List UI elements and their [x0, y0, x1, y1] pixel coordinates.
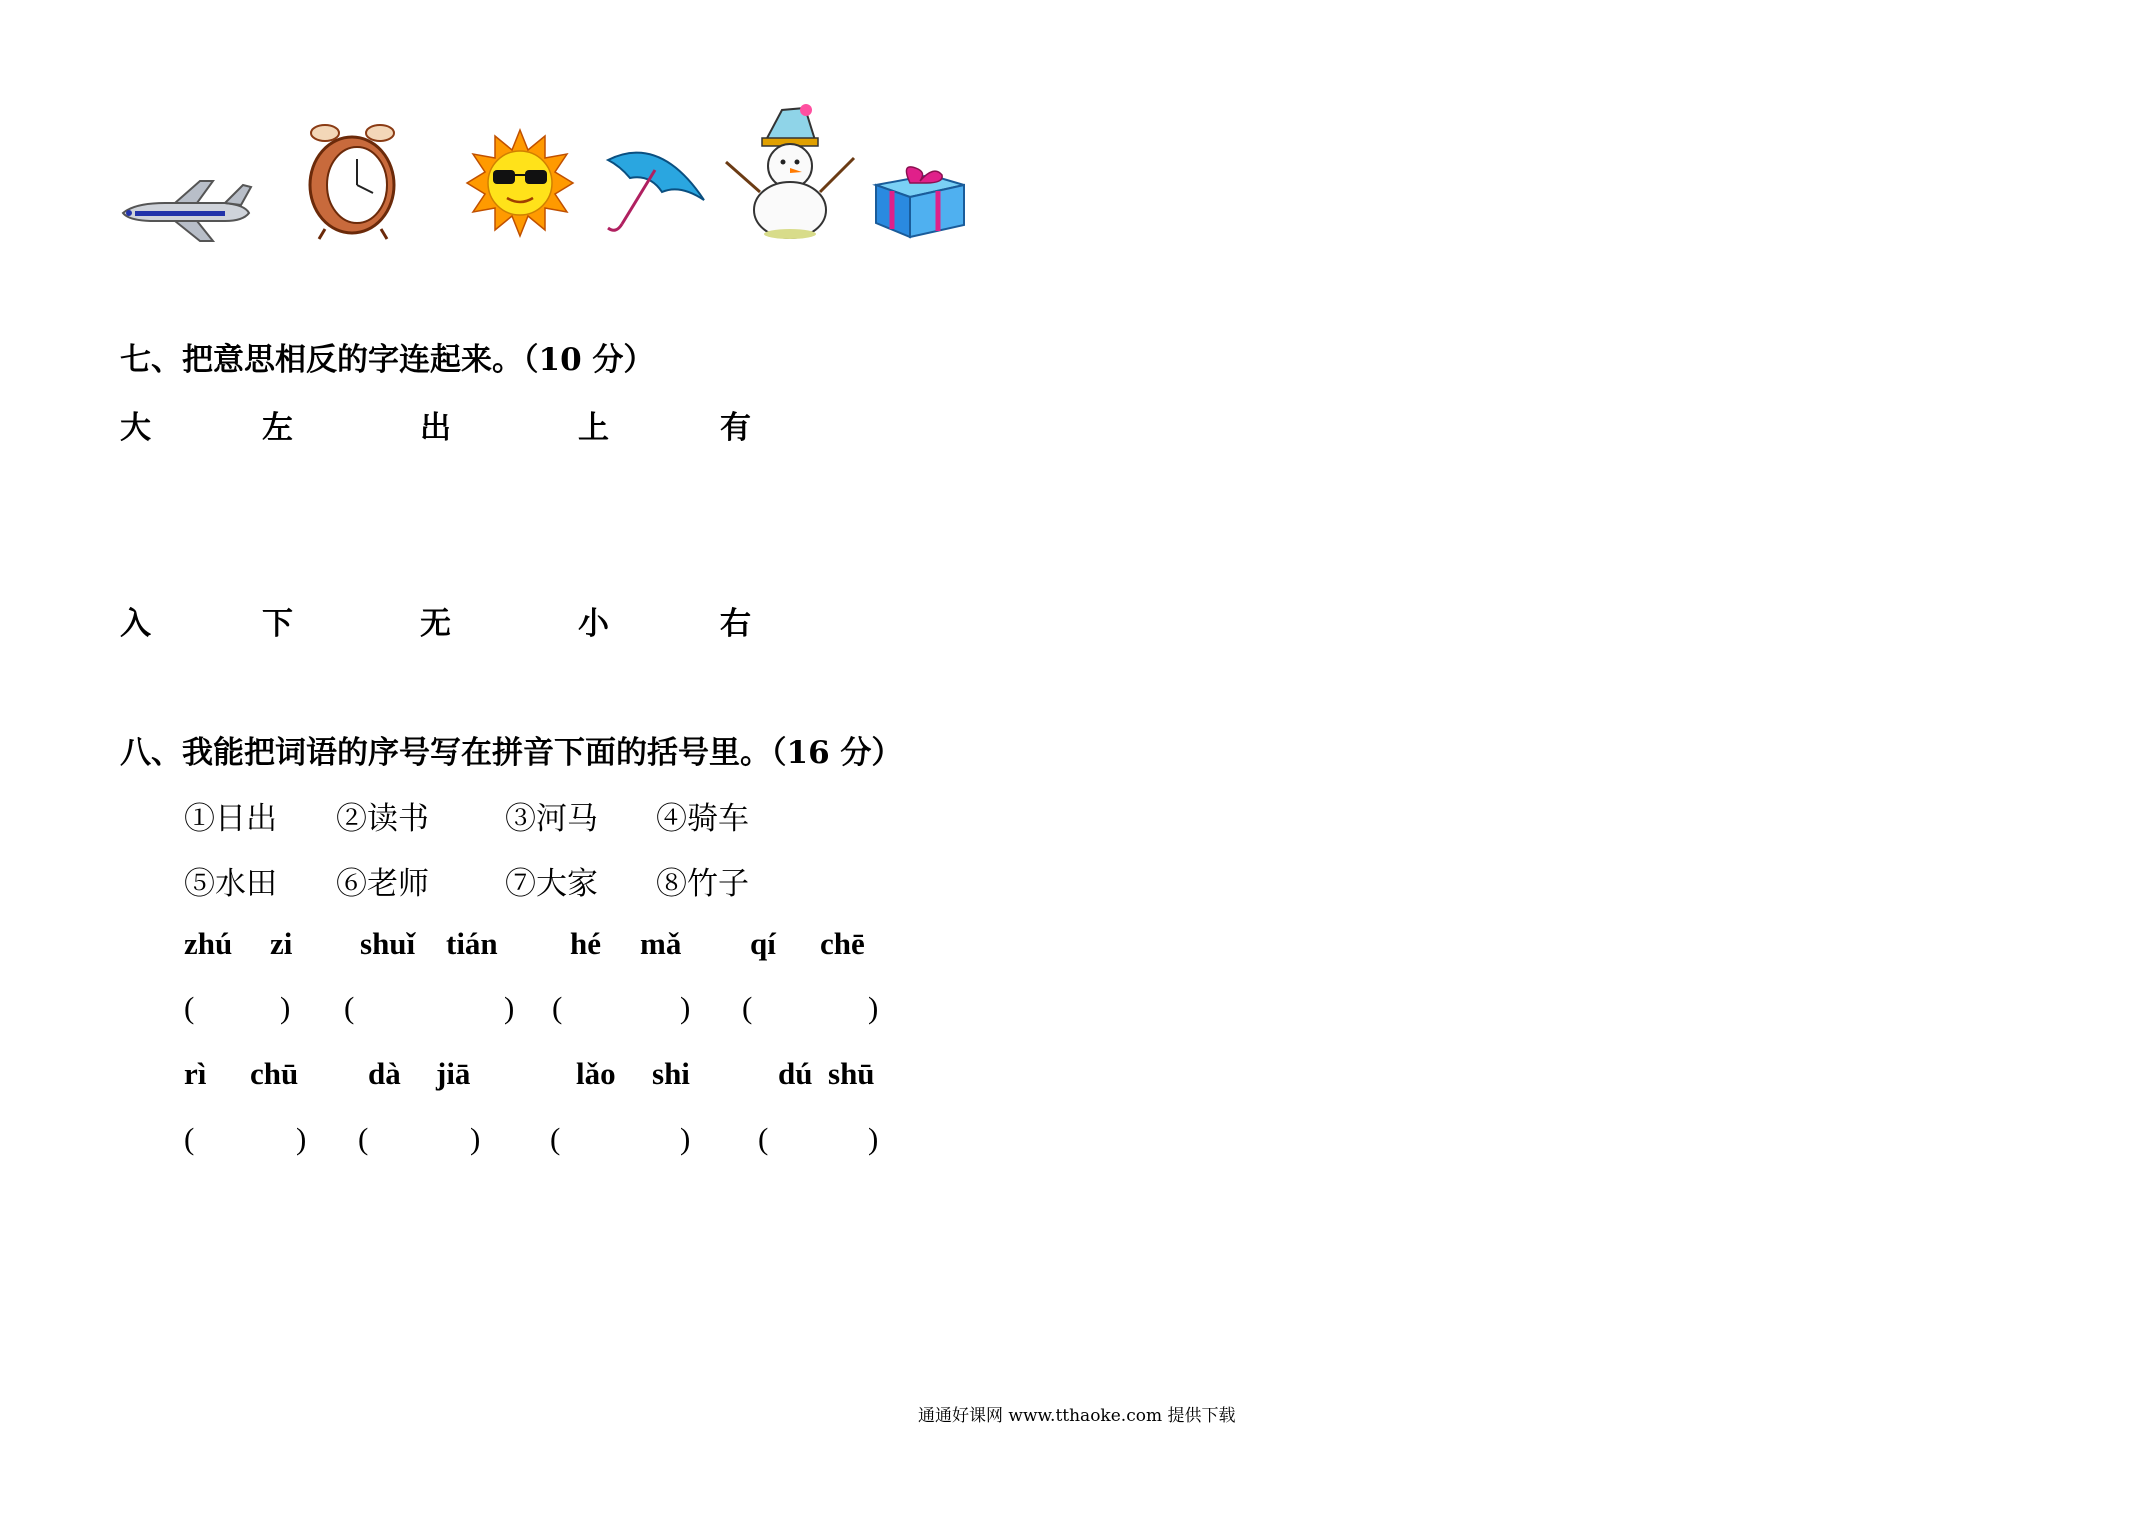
antonym-char: 无: [420, 606, 451, 642]
word-option: ①日出: [184, 801, 277, 837]
answer-paren-open: (: [742, 990, 753, 1025]
antonym-char: 左: [262, 410, 293, 446]
antonym-char: 出: [420, 410, 451, 446]
antonym-char: 上: [578, 410, 609, 446]
antonym-char: 右: [720, 606, 751, 642]
answer-paren-open: (: [344, 990, 355, 1025]
pinyin-syllable: chē: [820, 926, 865, 961]
answer-paren-close: ): [470, 1121, 481, 1156]
pinyin-syllable: lǎo: [576, 1056, 616, 1091]
gift-box-icon: [870, 155, 970, 240]
word-option: ④骑车: [656, 801, 749, 837]
word-option: ②读书: [336, 801, 429, 837]
answer-paren-open: (: [550, 1121, 561, 1156]
antonym-char: 入: [120, 606, 151, 642]
pinyin-syllable: jiā: [436, 1056, 471, 1091]
alarm-clock-icon: [305, 115, 400, 240]
pinyin-syllable: qí: [750, 926, 776, 961]
pinyin-syllable: shi: [652, 1056, 690, 1091]
antonym-char: 有: [720, 410, 751, 446]
section-8-title: 八、我能把词语的序号写在拼音下面的括号里。（16 分）: [120, 735, 903, 771]
footer-credit: 通通好课网 www.tthaoke.com 提供下载: [918, 1406, 1236, 1426]
section-7-title: 七、把意思相反的字连起来。（10 分）: [120, 342, 655, 378]
snowman-icon: [720, 102, 860, 240]
pinyin-syllable: dú: [778, 1056, 813, 1091]
answer-paren-close: ): [504, 990, 515, 1025]
answer-paren-open: (: [358, 1121, 369, 1156]
pinyin-syllable: shuǐ: [360, 926, 416, 961]
word-option: ⑥老师: [336, 866, 429, 902]
airplane-icon: [115, 175, 255, 245]
answer-paren-close: ): [680, 990, 691, 1025]
answer-paren-close: ): [680, 1121, 691, 1156]
answer-paren-open: (: [184, 990, 195, 1025]
pinyin-syllable: zi: [270, 926, 293, 961]
pinyin-syllable: mǎ: [640, 926, 682, 961]
pinyin-syllable: chū: [250, 1056, 299, 1091]
pinyin-syllable: zhú: [184, 926, 233, 961]
antonym-char: 大: [120, 410, 151, 446]
umbrella-icon: [600, 140, 710, 240]
answer-paren-open: (: [552, 990, 563, 1025]
word-option: ⑤水田: [184, 866, 277, 902]
answer-paren-open: (: [184, 1121, 195, 1156]
pinyin-syllable: dà: [368, 1056, 401, 1091]
word-option: ③河马: [505, 801, 598, 837]
word-option: ⑦大家: [505, 866, 598, 902]
answer-paren-close: ): [868, 1121, 879, 1156]
answer-paren-close: ): [296, 1121, 307, 1156]
antonym-char: 下: [262, 606, 293, 642]
sun-icon: [465, 128, 575, 238]
pinyin-syllable: rì: [184, 1056, 207, 1091]
answer-paren-close: ): [280, 990, 291, 1025]
antonym-char: 小: [578, 606, 609, 642]
pinyin-syllable: shū: [828, 1056, 875, 1091]
answer-paren-close: ): [868, 990, 879, 1025]
answer-paren-open: (: [758, 1121, 769, 1156]
pinyin-syllable: tián: [446, 926, 498, 961]
pinyin-syllable: hé: [570, 926, 601, 961]
word-option: ⑧竹子: [656, 866, 749, 902]
